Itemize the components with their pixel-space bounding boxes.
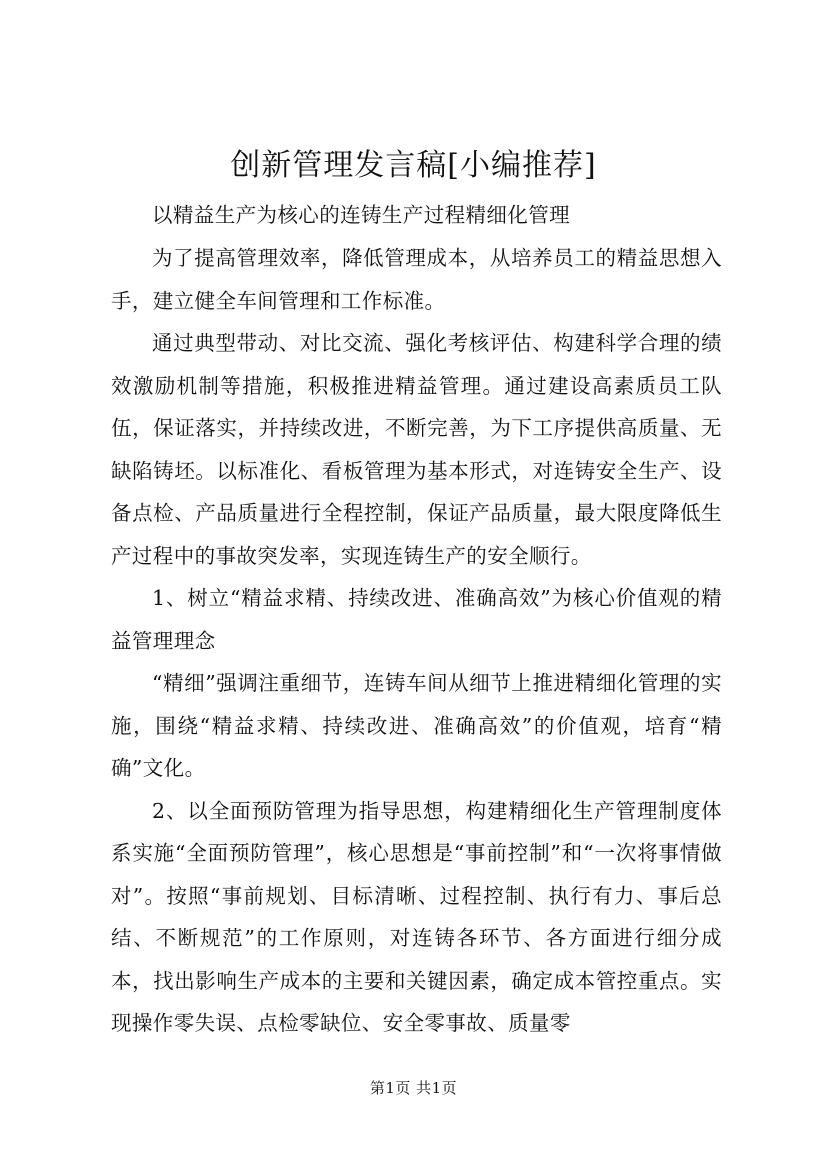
paragraph-measures: 通过典型带动、对比交流、强化考核评估、构建科学合理的绩效激励机制等措施，积极推进精益管理。通过建设高素质员工队伍，保证落实，并持续改进，不断完善，为下工序提供高质量、无缺陷铸坯。以标准化、看板管理为基本形式，对连铸安全生产、设备点检、产品质量进行全程控制，保证产品质量，最大限度降低生产过程中的事故突发率，实现连铸生产的安全顺行。 <box>111 331 722 568</box>
subtitle-paragraph: 以精益生产为核心的连铸生产过程精细化管理 <box>152 203 570 227</box>
paragraph-point-1: 1、树立“精益求精、持续改进、准确高效”为核心价值观的精益管理理念 <box>111 586 722 653</box>
document-title: 创新管理发言稿[小编推荐] <box>230 148 597 183</box>
paragraph-intro: 为了提高管理效率，降低管理成本，从培养员工的精益思想入手，建立健全车间管理和工作标准。 <box>111 246 722 313</box>
page-footer: 第1页 共1页 <box>369 1079 458 1097</box>
paragraph-point-2: 2、以全面预防管理为指导思想，构建精细化生产管理制度体系实施“全面预防管理”，核心思想是“事前控制”和“一次将事情做对”。按照“事前规划、目标清晰、过程控制、执行有力、事后总结、不断规范”的工作原则，对连铸各环节、各方面进行细分成本，找出影响生产成本的主要和关键因素，确定成本管控重点。实现操作零失误、点检零缺位、安全零事故、质量零 <box>111 798 722 1035</box>
document-body <box>111 197 722 1045</box>
paragraph-fine-detail: “精细”强调注重细节，连铸车间从细节上推进精细化管理的实施，围绕“精益求精、持续改进、准确高效”的价值观，培育“精确”文化。 <box>111 671 722 780</box>
